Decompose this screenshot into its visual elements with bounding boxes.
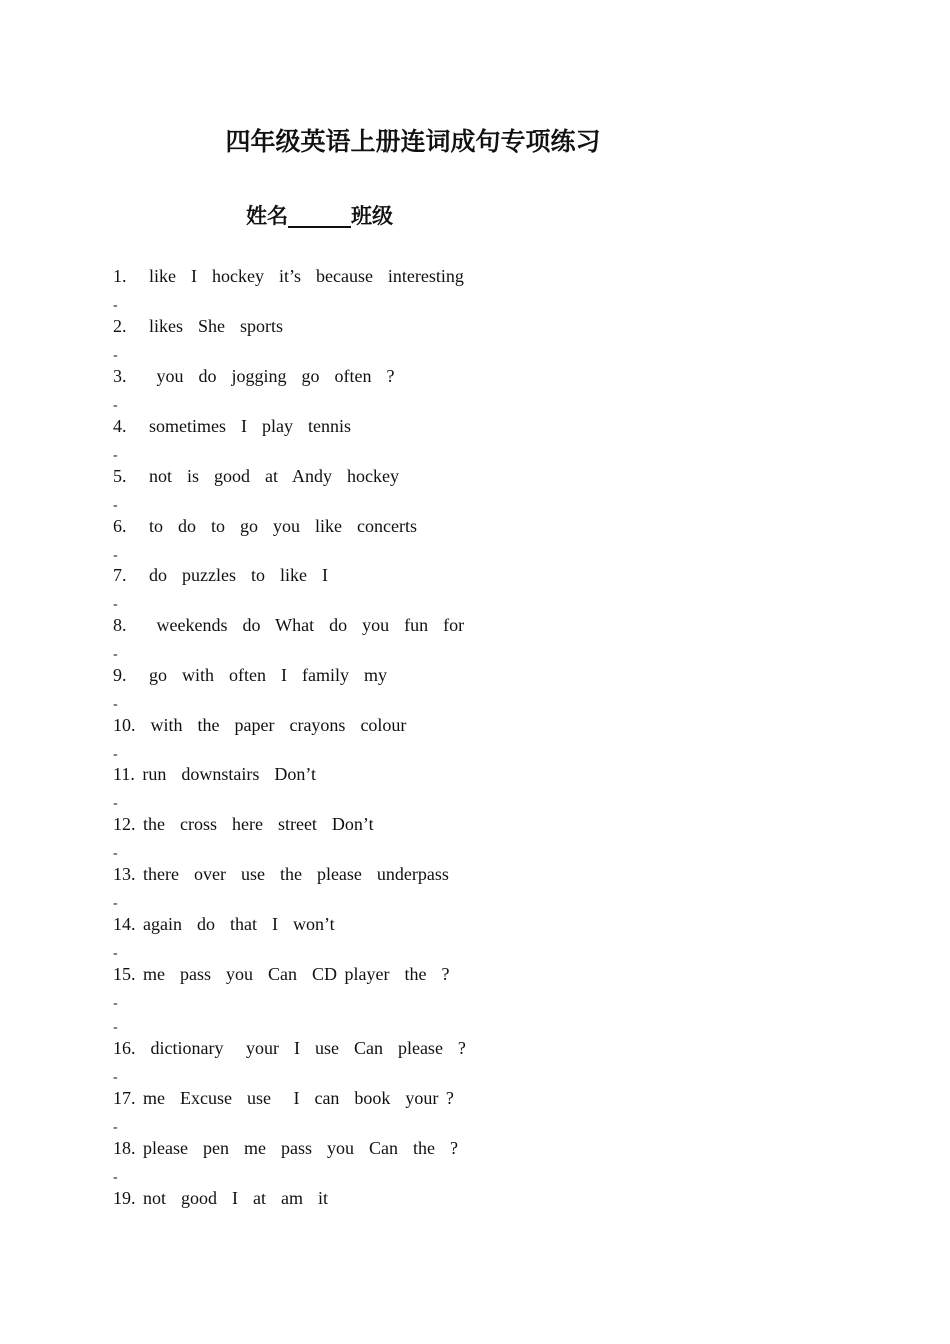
question-19: 19. not good I at am it [113,1188,328,1208]
question-1: 1. like I hockey it’s because interesting [113,266,464,286]
question-12: 12. the cross here street Don’t [113,814,374,834]
answer-line-7: - [113,597,118,612]
answer-line-13: - [113,896,118,911]
answer-line-6: - [113,548,118,563]
question-10: 10. with the paper crayons colour [113,715,407,735]
answer-line-18: - [113,1170,118,1185]
question-14: 14. again do that I won’t [113,914,335,934]
question-9: 9. go with often I family my [113,665,387,685]
question-17: 17. me Excuse use I can book your ? [113,1088,454,1108]
answer-line-10: - [113,747,118,762]
answer-line-12: - [113,846,118,861]
answer-line-1: - [113,298,118,313]
answer-line-3: - [113,398,118,413]
answer-line-5: - [113,498,118,513]
answer-line-14: - [113,946,118,961]
answer-line-16: - [113,1070,118,1085]
question-18: 18. please pen me pass you Can the ? [113,1138,458,1158]
answer-line-17: - [113,1120,118,1135]
question-8: 8. weekends do What do you fun for [113,615,465,635]
question-4: 4. sometimes I play tennis [113,416,351,436]
answer-line-9: - [113,697,118,712]
answer-line-2: - [113,348,118,363]
question-5: 5. not is good at Andy hockey [113,466,399,486]
worksheet-title: 四年级英语上册连词成句专项练习 [225,127,601,156]
answer-line-8: - [113,647,118,662]
question-16: 16. dictionary your I use Can please ? [113,1038,466,1058]
question-15: 15. me pass you Can CD player the ? [113,964,450,984]
answer-line-11: - [113,796,118,811]
question-2: 2. likes She sports [113,316,284,336]
answer-line-15b: - [113,1020,118,1035]
answer-line-4: - [113,448,118,463]
question-7: 7. do puzzles to like I [113,565,328,585]
question-13: 13. there over use the please underpass [113,864,449,884]
answer-line-15a: - [113,996,118,1011]
question-11: 11. run downstairs Don’t [113,764,316,784]
question-3: 3. you do jogging go often ? [113,366,395,386]
name-class-line: 姓名______班级 [246,204,393,228]
question-6: 6. to do to go you like concerts [113,516,417,536]
